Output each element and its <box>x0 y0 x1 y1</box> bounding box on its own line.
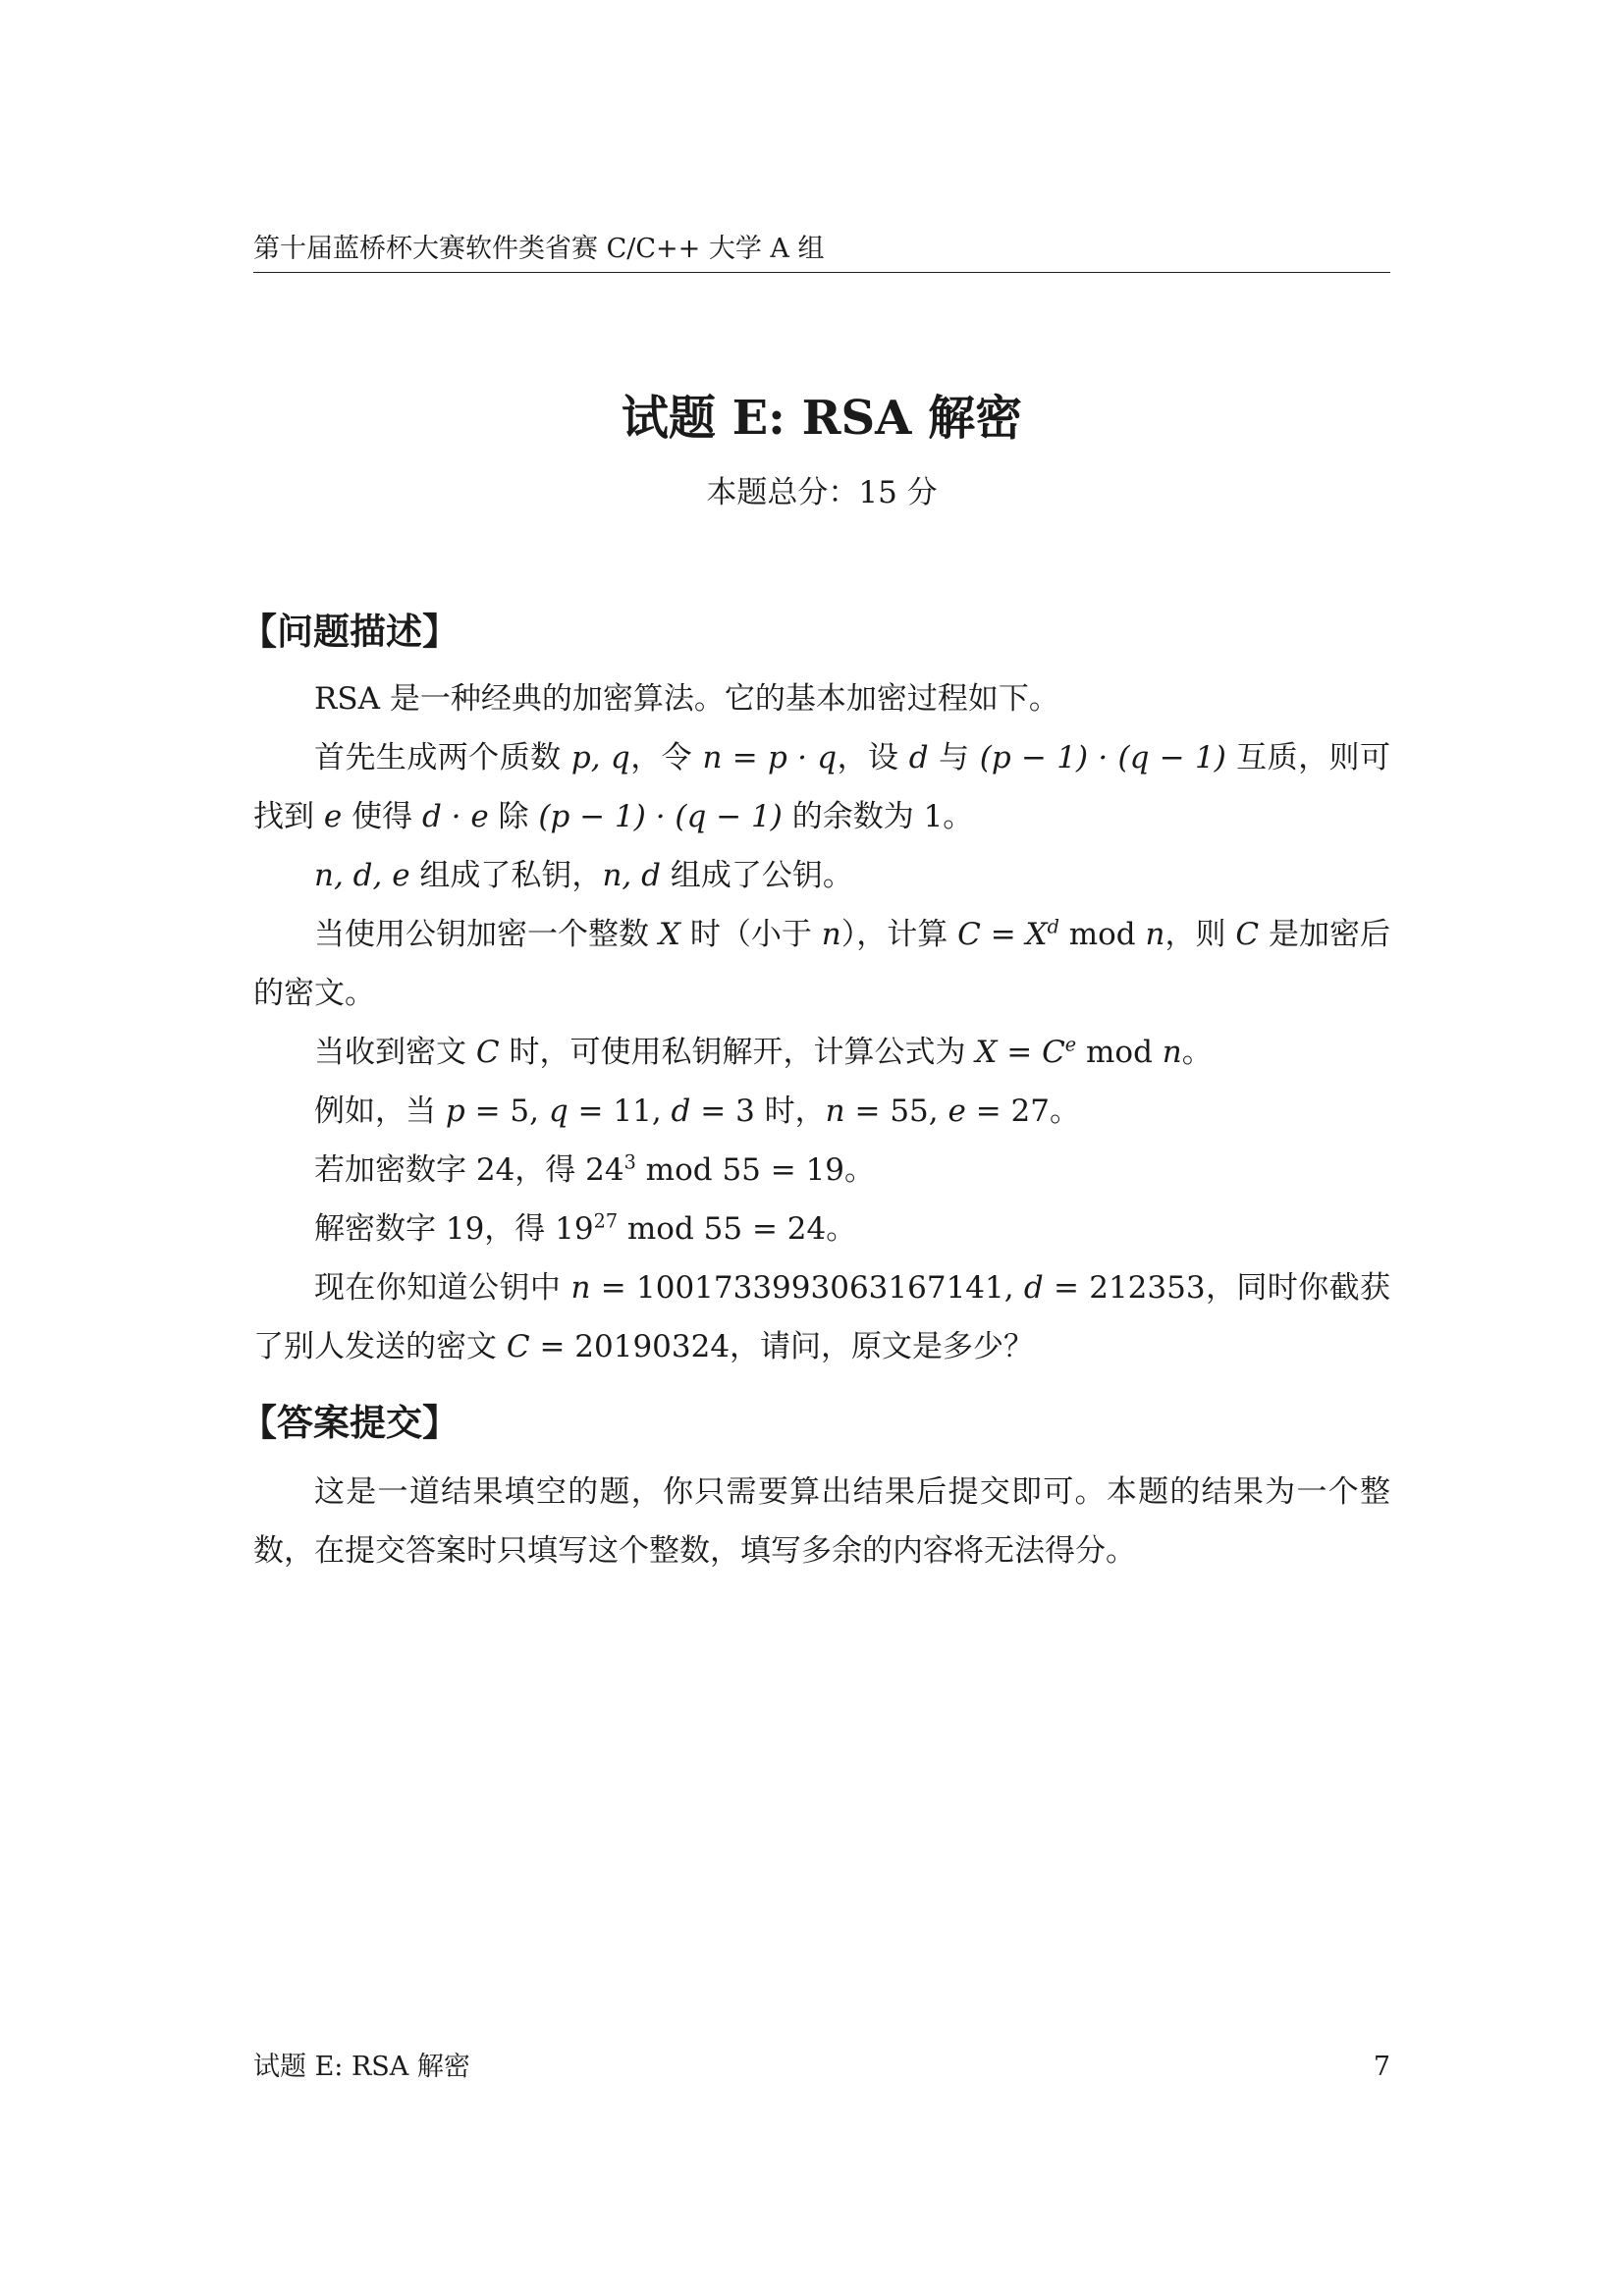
math-run: q <box>548 1094 568 1129</box>
exponent: 27 <box>593 1209 619 1233</box>
math-run: n <box>825 1094 845 1129</box>
math-run: n <box>1162 1035 1182 1070</box>
math-run: n, d, e <box>314 858 410 893</box>
text-run: 的余数为 1。 <box>782 799 974 834</box>
text-run: mod <box>1058 917 1146 952</box>
math-run: p, q <box>570 740 630 775</box>
math-run: C <box>506 1329 530 1364</box>
math-run: n <box>821 917 841 952</box>
text-run: ，则 <box>1164 917 1236 952</box>
submission-body <box>253 1463 1390 1580</box>
math-run: n = p · q <box>702 740 838 775</box>
description-paragraph-4 <box>253 905 1390 1023</box>
text-run: 互质，则可找到 <box>253 740 1390 834</box>
text-run: 若加密数字 24，得 24 <box>314 1152 624 1188</box>
text-run: = 3 时， <box>690 1094 826 1129</box>
total-score: 本题总分：15 分 <box>706 475 938 510</box>
math-run: e <box>947 1094 966 1129</box>
math-run: C <box>475 1035 500 1070</box>
description-heading: 【问题描述】 <box>241 611 459 653</box>
text-run: = 1001733993063167141, <box>590 1270 1024 1306</box>
description-body <box>253 669 1390 1376</box>
description-paragraph-8 <box>253 1200 1390 1258</box>
math-run: p <box>445 1094 465 1129</box>
description-paragraph-7 <box>253 1141 1390 1200</box>
text-run: 时（小于 <box>680 917 822 952</box>
footer-title: 试题 E: RSA 解密 <box>253 2052 470 2082</box>
text-run: 现在你知道公钥中 <box>314 1270 571 1306</box>
text-run: mod 55 = 24。 <box>618 1211 857 1247</box>
text-run: 当使用公钥加密一个整数 <box>314 917 659 952</box>
exponent: e <box>1064 1033 1077 1056</box>
text-run: 组成了公钥。 <box>660 858 853 893</box>
text-run: 首先生成两个质数 <box>314 740 571 775</box>
text-run: 。 <box>1181 1035 1213 1070</box>
text-run: mod 55 = 19。 <box>635 1152 876 1188</box>
math-run: (p − 1) · (q − 1) <box>979 740 1226 775</box>
exponent: d <box>1047 915 1059 938</box>
description-paragraph-1: RSA 是一种经典的加密算法。它的基本加密过程如下。 <box>314 681 1059 717</box>
text-run: 使得 <box>342 799 422 834</box>
description-paragraph-3 <box>253 846 1390 905</box>
text-run: ，设 <box>837 740 909 775</box>
problem-title: 试题 E: RSA 解密 <box>621 391 1023 446</box>
math-run: C <box>1235 917 1260 952</box>
math-run: d <box>1023 1270 1044 1306</box>
header-rule <box>253 272 1390 273</box>
math-run: (p − 1) · (q − 1) <box>538 799 783 834</box>
exponent: 3 <box>623 1150 636 1174</box>
text-run: mod <box>1076 1035 1163 1070</box>
description-paragraph-6 <box>253 1082 1390 1141</box>
running-head: 第十届蓝桥杯大赛软件类省赛 C/C++ 大学 A 组 <box>253 234 825 264</box>
math-run: d · e <box>421 799 489 834</box>
text-run: 组成了私钥， <box>409 858 603 893</box>
text-run: = 11, <box>568 1094 672 1129</box>
math-run: C = X <box>957 917 1048 952</box>
submission-heading: 【答案提交】 <box>241 1402 459 1444</box>
text-run: = 5, <box>464 1094 549 1129</box>
description-paragraph-2 <box>253 728 1390 846</box>
text-run: 例如，当 <box>314 1094 446 1129</box>
text-run: = 27。 <box>965 1094 1080 1129</box>
submission-paragraph: 这是一道结果填空的题，你只需要算出结果后提交即可。本题的结果为一个整数，在提交答案时只填写这个整数，填写多余的内容将无法得分。 <box>253 1474 1390 1569</box>
text-run: 与 <box>928 740 980 775</box>
math-run: d <box>908 740 929 775</box>
math-run: e <box>323 799 343 834</box>
text-run: 除 <box>488 799 539 834</box>
text-run: = 55, <box>844 1094 948 1129</box>
text-run: 解密数字 19，得 19 <box>314 1211 594 1247</box>
text-run: ），计算 <box>840 917 958 952</box>
text-run: = 20190324，请问，原文是多少？ <box>529 1329 1035 1364</box>
math-run: n <box>570 1270 591 1306</box>
page-number: 7 <box>1373 2052 1390 2082</box>
math-run: n <box>1145 917 1165 952</box>
text-run: = 212353，同时你截获了别人发送的密文 <box>253 1270 1390 1364</box>
math-run: X <box>658 917 680 952</box>
text-run: 时，可使用私钥解开，计算公式为 <box>499 1035 976 1070</box>
math-run: d <box>671 1094 691 1129</box>
math-run: n, d <box>602 858 661 893</box>
description-paragraph-5 <box>253 1023 1390 1082</box>
text-run: 是加密后的密文。 <box>253 917 1390 1011</box>
text-run: 当收到密文 <box>314 1035 476 1070</box>
text-run: ，令 <box>629 740 703 775</box>
description-paragraph-9 <box>253 1258 1390 1376</box>
math-run: X = C <box>975 1035 1065 1070</box>
